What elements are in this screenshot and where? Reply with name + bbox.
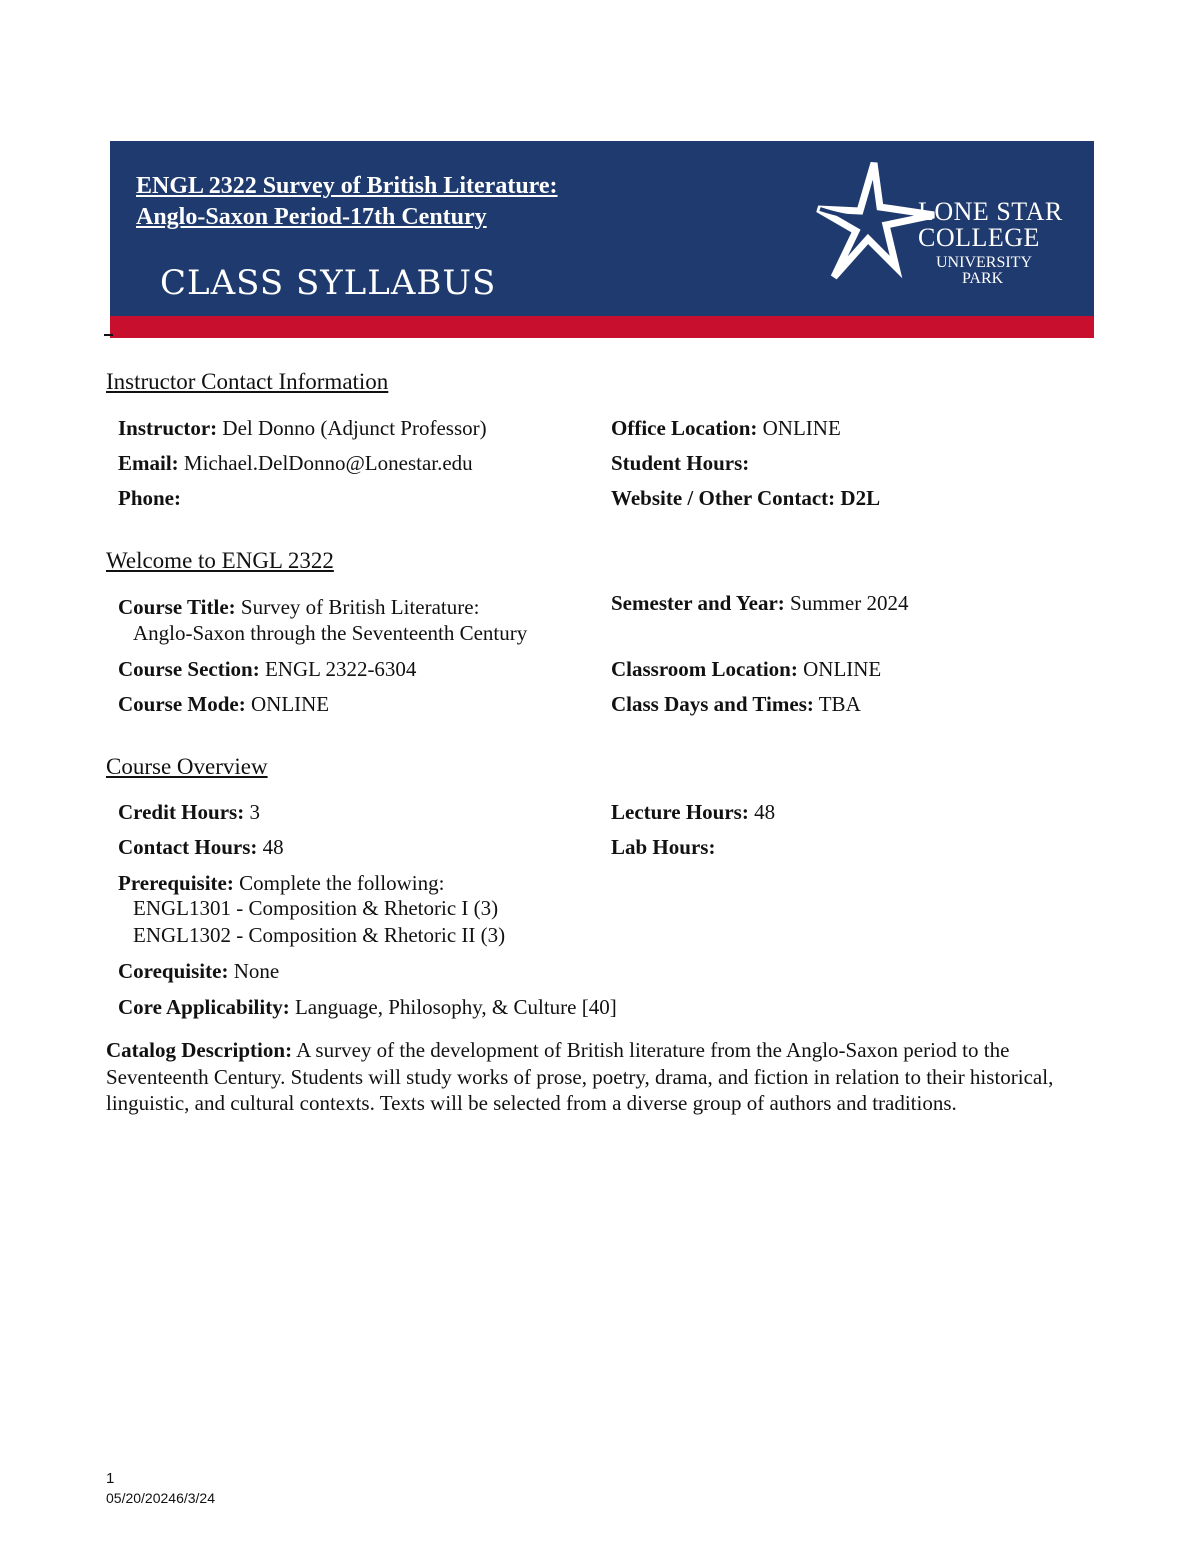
logo-line-university: UNIVERSITY — [936, 254, 1032, 271]
prerequisite-label: Prerequisite: — [118, 871, 234, 895]
office-location-label: Office Location: — [611, 416, 758, 440]
course-title-value-line-2: Anglo-Saxon through the Seventeenth Century — [133, 621, 528, 645]
course-title-heading — [136, 171, 558, 233]
contact-hours-value: 48 — [262, 835, 284, 859]
footer-date: 05/20/20246/3/24 — [106, 1490, 215, 1506]
course-section-field — [118, 656, 416, 682]
course-title-label: Course Title: — [118, 595, 236, 619]
core-applicability-field — [118, 994, 617, 1020]
class-days-value: TBA — [818, 692, 861, 716]
course-title-line-2: Anglo-Saxon Period-17th Century — [136, 204, 487, 230]
semester-field — [611, 590, 908, 616]
lab-hours-label: Lab Hours: — [611, 835, 716, 859]
student-hours-label: Student Hours: — [611, 451, 750, 475]
divider-mark — [104, 334, 113, 336]
course-section-value: ENGL 2322-6304 — [264, 657, 417, 681]
email-value[interactable]: Michael.DelDonno@Lonestar.edu — [183, 451, 473, 475]
classroom-location-label: Classroom Location: — [611, 657, 798, 681]
credit-hours-field — [118, 799, 260, 825]
contact-hours-label: Contact Hours: — [118, 835, 258, 859]
course-section-label: Course Section: — [118, 657, 260, 681]
instructor-field — [118, 415, 487, 441]
prerequisite-value: Complete the following: — [239, 871, 445, 895]
core-applicability-value: Language, Philosophy, & Culture [40] — [294, 995, 617, 1019]
credit-hours-label: Credit Hours: — [118, 800, 245, 824]
website-label: Website / Other Contact: D2L — [611, 486, 881, 510]
corequisite-field — [118, 958, 279, 984]
prerequisite-field — [118, 870, 444, 896]
lecture-hours-label: Lecture Hours: — [611, 800, 749, 824]
contact-hours-field — [118, 834, 284, 860]
email-label: Email: — [118, 451, 179, 475]
credit-hours-value: 3 — [249, 800, 260, 824]
office-location-field — [611, 415, 841, 441]
course-mode-field — [118, 691, 329, 717]
email-field — [118, 450, 473, 476]
class-days-label: Class Days and Times: — [611, 692, 814, 716]
welcome-section-heading: Welcome to ENGL 2322 — [106, 548, 334, 573]
instructor-label: Instructor: — [118, 416, 218, 440]
logo-line-college: COLLEGE — [918, 223, 1040, 252]
lecture-hours-field — [611, 799, 775, 825]
catalog-description-label: Catalog Description: — [106, 1038, 293, 1062]
core-applicability-label: Core Applicability: — [118, 995, 290, 1019]
catalog-description — [106, 1037, 1101, 1117]
phone-label: Phone: — [118, 486, 181, 510]
prerequisite-item: ENGL1301 - Composition & Rhetoric I (3) — [133, 896, 499, 920]
syllabus-banner — [110, 141, 1094, 338]
course-mode-value: ONLINE — [250, 692, 330, 716]
logo-line-lone-star: LONE STAR — [918, 197, 1063, 226]
student-hours-field — [611, 450, 749, 476]
course-title-field — [118, 594, 479, 620]
classroom-location-value: ONLINE — [803, 657, 882, 681]
instructor-value: Del Donno (Adjunct Professor) — [222, 416, 487, 440]
class-syllabus-label: CLASS SYLLABUS — [160, 263, 497, 303]
classroom-location-field — [611, 656, 881, 682]
lecture-hours-value: 48 — [754, 800, 776, 824]
corequisite-label: Corequisite: — [118, 959, 229, 983]
banner-red-stripe — [110, 316, 1094, 338]
semester-value: Summer 2024 — [790, 591, 909, 615]
course-mode-label: Course Mode: — [118, 692, 246, 716]
instructor-section-heading: Instructor Contact Information — [106, 369, 389, 394]
page-number: 1 — [106, 1470, 115, 1487]
class-days-field — [611, 691, 861, 717]
overview-section-heading: Course Overview — [106, 754, 268, 779]
corequisite-value: None — [233, 959, 280, 983]
catalog-description-text: A survey of the development of British literature from the Anglo-Saxon period to the Seventeenth Century. Students will study works of prose, poetry, drama, and fiction in relation to their historical, linguistic, and cultural contexts. Texts will be selected from a diverse group of authors and traditions. — [106, 1038, 1054, 1115]
office-location-value: ONLINE — [762, 416, 841, 440]
course-title-value: Survey of British Literature: — [240, 595, 480, 619]
lab-hours-field — [611, 834, 715, 860]
phone-field — [118, 485, 181, 511]
prerequisite-item: ENGL1302 - Composition & Rhetoric II (3) — [133, 923, 506, 947]
college-logo-text — [918, 199, 1063, 287]
website-field — [611, 485, 880, 511]
semester-label: Semester and Year: — [611, 591, 785, 615]
logo-line-park: PARK — [962, 270, 1004, 287]
course-title-line-1: ENGL 2322 Survey of British Literature: — [136, 173, 558, 199]
